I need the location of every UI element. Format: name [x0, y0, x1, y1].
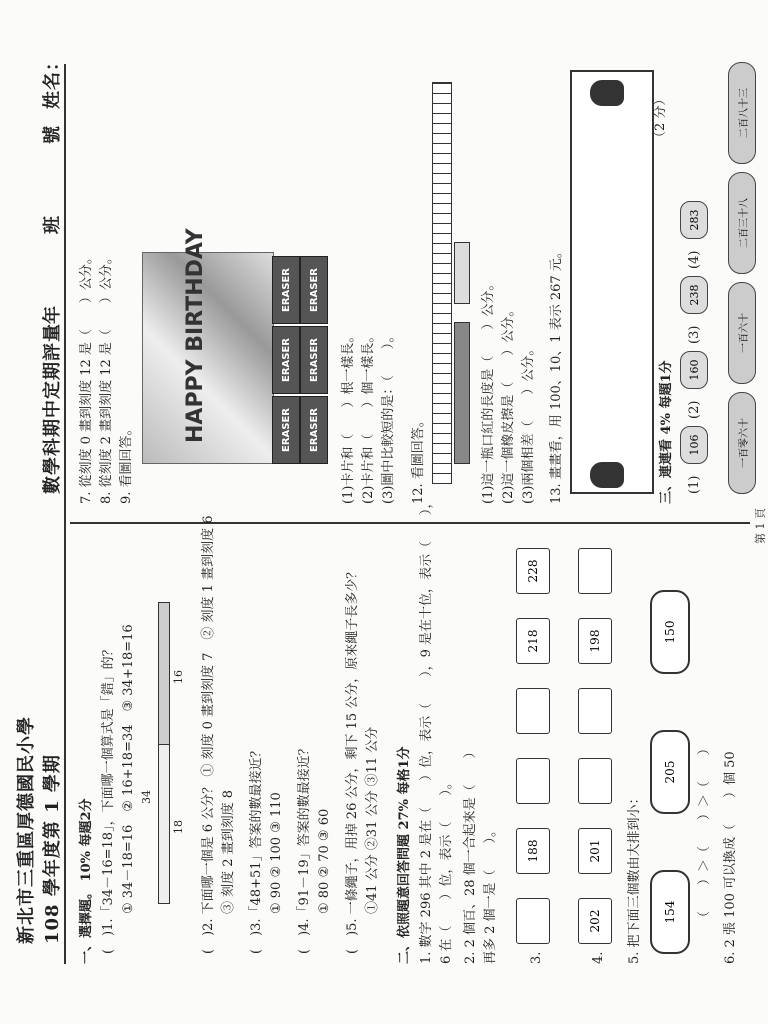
q2-line2: ③ 刻度 2 畫到刻度 8: [221, 789, 236, 914]
eraser-5: ERASER: [300, 326, 328, 394]
seq3-box-6: 228: [516, 548, 550, 594]
section1-title: 一、選擇題。 10% 每題2分: [79, 798, 94, 964]
item3-label: (3): [687, 325, 702, 344]
q3-line2: ① 90 ② 100 ③ 110: [269, 792, 284, 914]
s2-q4-label: 4.: [591, 951, 606, 964]
q12: 12. 看圖回答。: [411, 414, 426, 504]
section2-title: 二、依照題意回答問題 27% 每格1分: [397, 746, 412, 964]
header-rule: [64, 64, 66, 964]
q4-line2: ① 80 ② 70 ③ 60: [317, 808, 332, 914]
column-divider: [70, 523, 750, 525]
bone-4: 283: [680, 201, 708, 239]
field-name: 姓名：: [42, 52, 63, 109]
ruler: [432, 82, 452, 484]
bar-model: [158, 602, 170, 904]
eraser-6: ERASER: [300, 256, 328, 324]
q3-line1: ( )3.「48+51」答案的數最接近？: [249, 744, 264, 954]
lipstick: [454, 322, 470, 464]
answer-pill-2: 一百六十: [728, 282, 756, 384]
answer-pill-3: 二百三十八: [728, 172, 756, 274]
q13-score: （2 分）: [653, 92, 668, 144]
s2-q6: 6. 2 張 100 可以換成（ ）個 50: [723, 751, 738, 964]
banner-text: HAPPY BIRTHDAY: [183, 228, 208, 443]
q1-options: ① 34－18=16 ② 16+18=34 ③ 34+18=16: [121, 624, 136, 914]
s2-q2a: 2. 2 個百、28 個一合起來是（ ）: [463, 745, 478, 964]
s2-q1b: 6 在（ ）位，表示（ ）。: [439, 776, 454, 964]
bone-3: 238: [680, 276, 708, 314]
q7: 7. 從刻度 0 畫到刻度 12 是（ ）公分。: [79, 251, 94, 504]
q12-1: (1)這一瓶口紅的長度是（ ）公分。: [481, 277, 496, 504]
seq4-box-5: 198: [578, 618, 612, 664]
school-year: 108 學年度第 1 學期: [42, 754, 63, 944]
q9-sub3: (3)圖中比較短的是：（ ）。: [381, 329, 396, 504]
seq4-box-4: [578, 688, 612, 734]
s2-q1a: 1. 數字 296 其中 2 是在（ ）位，表示（ ），9 是在十位，表示（ ），: [419, 495, 434, 964]
penguin-left: [590, 462, 624, 488]
bone-2: 160: [680, 351, 708, 389]
bar-b-label: 16: [172, 670, 185, 684]
field-class: 班: [42, 215, 63, 234]
s2-q2b: 再多 2 個一是（ ）。: [483, 823, 498, 964]
q13: 13. 畫畫看，用 100、10、1 表示 267 元。: [549, 245, 564, 504]
school-name: 新北市三重區厚德國民小學: [16, 716, 37, 944]
seq3-box-1: [516, 898, 550, 944]
answer-pill-4: 二百八十三: [728, 62, 756, 164]
seq3-box-2: 188: [516, 828, 550, 874]
s2-q3-label: 3.: [529, 951, 544, 964]
bar-total-label: 34: [140, 790, 153, 804]
section4-title: 三、連連看 4% 每題1分: [659, 360, 674, 504]
field-year: 年: [42, 305, 63, 324]
field-number: 號: [42, 125, 63, 144]
q12-3: (3)兩個相差（ ）公分。: [521, 342, 536, 504]
q2-line1: ( )2. 下面哪一個是 6 公分？ ① 刻度 0 畫到刻度 7 ② 刻度 1 畫到刻度 6: [201, 515, 216, 954]
seq4-box-2: 201: [578, 828, 612, 874]
q5-line1: ( )5. 一條繩子，用掉 26 公分，剩下 15 公分，原來繩子長多少？: [345, 565, 360, 954]
seq4-box-1: 202: [578, 898, 612, 944]
seq3-box-3: [516, 758, 550, 804]
birthday-card-photo: [142, 228, 274, 464]
seq3-box-5: 218: [516, 618, 550, 664]
exam-title: 數學科期中定期評量: [42, 323, 63, 494]
answer-pill-1: 一百零六十: [728, 392, 756, 494]
eraser-2: ERASER: [272, 326, 300, 394]
cloud-1: 154: [650, 870, 690, 954]
eraser-4: ERASER: [300, 396, 328, 464]
q9-sub1: (1)卡片和（ ）根一樣長。: [341, 329, 356, 504]
eraser-3: ERASER: [272, 256, 300, 324]
seq3-box-4: [516, 688, 550, 734]
cloud-3: 150: [650, 590, 690, 674]
eraser-small: [454, 242, 470, 304]
order-answer-line: （ ）＞（ ）＞（ ）: [697, 741, 712, 924]
eraser-1: ERASER: [272, 396, 300, 464]
q4-line1: ( )4.「91－19」答案的數最接近？: [297, 742, 312, 954]
item2-label: (2): [687, 400, 702, 419]
q5-line2: ①41 公分 ②31 公分 ③11 公分: [365, 726, 380, 914]
q8: 8. 從刻度 2 畫到刻度 12 是（ ）公分。: [99, 251, 114, 504]
q12-2: (2)這一個橡皮擦是（ ）公分。: [501, 303, 516, 504]
cloud-2: 205: [650, 730, 690, 814]
q9: 9. 看圖回答。: [119, 422, 134, 504]
q1-text: ( )1.「34－16=18」，下面哪一個算式是「錯」的？: [101, 643, 116, 954]
page-number: 第 1 頁: [754, 508, 767, 544]
q9-sub2: (2)卡片和（ ）個一樣長。: [361, 329, 376, 504]
seq4-box-6: [578, 548, 612, 594]
s2-q5: 5. 把下面三個數由大排到小：: [627, 791, 642, 964]
bone-1: 106: [680, 426, 708, 464]
drawing-frame[interactable]: [570, 70, 654, 494]
item4-label: (4): [687, 250, 702, 269]
item1-label: (1): [687, 475, 702, 494]
penguin-right: [590, 80, 624, 106]
bar-a-label: 18: [172, 820, 185, 834]
seq4-box-3: [578, 758, 612, 804]
